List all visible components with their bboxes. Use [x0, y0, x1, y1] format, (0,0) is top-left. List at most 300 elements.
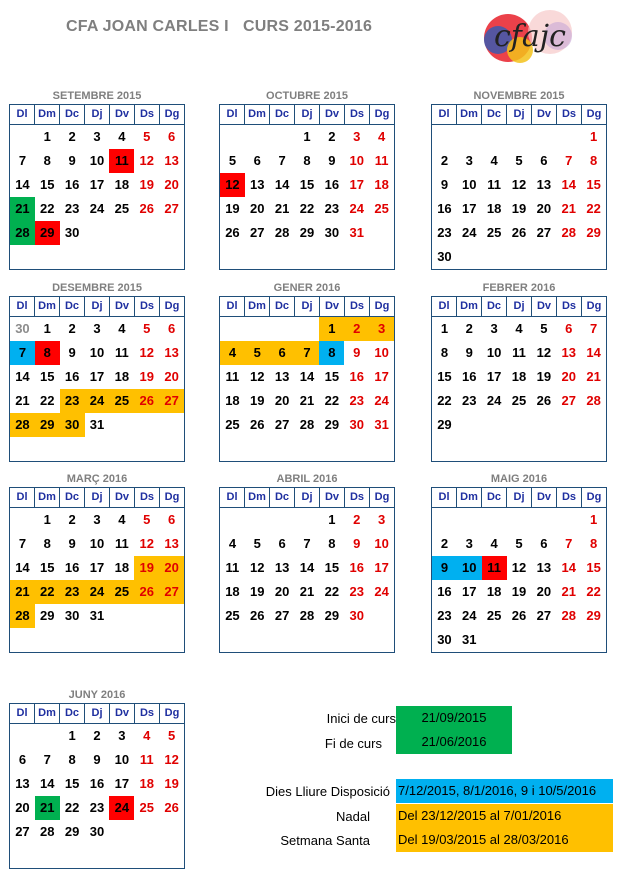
day-cell: 6	[270, 341, 295, 365]
day-cell: 26	[134, 580, 159, 604]
day-cell: 22	[586, 584, 601, 599]
day-cell: 29	[35, 221, 60, 245]
day-cell	[35, 844, 60, 868]
day-cell: 18	[225, 584, 240, 599]
day-cell: 14	[15, 369, 30, 384]
day-cell	[531, 125, 556, 149]
month-calendar	[219, 89, 395, 270]
week-row	[10, 125, 184, 149]
day-cell: 15	[586, 177, 601, 192]
day-cell: 9	[68, 536, 76, 551]
day-cell: 2	[440, 153, 449, 168]
day-cell: 25	[139, 800, 154, 815]
day-cell	[109, 604, 134, 628]
day-cell	[507, 413, 532, 437]
day-cell: 16	[64, 560, 80, 575]
day-cell	[457, 125, 482, 149]
day-cell: 14	[586, 345, 601, 360]
week-row	[10, 317, 184, 341]
week-row	[220, 149, 394, 173]
day-cell	[85, 628, 110, 652]
week-row	[432, 628, 606, 652]
day-cell: 4	[515, 321, 523, 336]
day-cell	[432, 125, 457, 149]
day-cell: 23	[60, 389, 85, 413]
day-cell: 15	[40, 369, 55, 384]
day-cell: 6	[167, 129, 176, 144]
day-cell: 15	[437, 369, 452, 384]
day-cell: 28	[274, 225, 290, 240]
weekday-label: Ds	[345, 488, 370, 507]
day-cell: 24	[349, 201, 364, 216]
weekday-label: Dg	[164, 491, 180, 503]
day-cell: 4	[118, 129, 126, 144]
day-cell	[369, 437, 394, 461]
day-cell: 11	[374, 153, 389, 168]
day-cell	[220, 317, 245, 341]
nadal-value: Del 23/12/2015 al 7/01/2016	[396, 804, 613, 828]
day-cell: 27	[536, 608, 552, 623]
day-cell	[270, 437, 295, 461]
weekday-header	[10, 704, 184, 724]
day-cell: 24	[89, 201, 105, 216]
week-row	[10, 197, 184, 221]
day-cell: 26	[250, 417, 265, 432]
day-cell: 13	[164, 153, 179, 168]
lliure-value: 7/12/2015, 8/1/2016, 9 i 10/5/2016	[396, 779, 613, 803]
week-row	[10, 437, 184, 461]
weekday-label: Dc	[482, 105, 507, 124]
day-cell: 3	[369, 317, 394, 341]
santa-value: Del 19/03/2015 al 28/03/2016	[396, 828, 613, 852]
day-cell	[581, 437, 606, 461]
day-cell: 20	[274, 584, 290, 599]
day-cell: 26	[164, 800, 179, 815]
week-row	[220, 317, 394, 341]
day-cell: 13	[536, 177, 552, 192]
weekday-label: Dj	[85, 105, 110, 124]
day-cell: 20	[164, 369, 179, 384]
day-cell	[581, 245, 606, 269]
day-cell: 27	[536, 225, 552, 240]
day-cell: 5	[167, 728, 176, 743]
day-cell	[432, 437, 457, 461]
day-cell: 31	[349, 225, 364, 240]
day-cell	[109, 413, 134, 437]
school-title: CFA JOAN CARLES I	[66, 18, 229, 35]
weekday-label: Dl	[432, 488, 457, 507]
weekday-label: Ds	[345, 105, 370, 124]
day-cell: 11	[114, 536, 129, 551]
day-cell: 20	[561, 369, 576, 384]
day-cell: 27	[561, 393, 576, 408]
day-cell: 18	[225, 393, 240, 408]
day-cell	[531, 245, 556, 269]
day-cell: 12	[511, 177, 527, 192]
day-cell: 18	[114, 560, 130, 575]
day-cell: 15	[324, 560, 340, 575]
inici-label: Inici de curs	[326, 711, 396, 726]
day-cell	[10, 245, 35, 269]
day-cell: 27	[159, 389, 184, 413]
day-cell: 20	[164, 177, 179, 192]
day-cell	[507, 508, 532, 532]
day-cell: 25	[374, 201, 389, 216]
month-name: OCTUBRE 2015	[266, 90, 348, 102]
day-cell: 14	[299, 560, 315, 575]
day-cell: 6	[18, 752, 27, 767]
week-row	[10, 844, 184, 868]
day-cell: 16	[64, 369, 80, 384]
day-cell	[10, 724, 35, 748]
week-row	[220, 413, 394, 437]
weekday-label: Dl	[10, 297, 35, 316]
week-row	[10, 508, 184, 532]
month-calendar	[219, 281, 395, 462]
month-name: SETEMBRE 2015	[52, 90, 142, 102]
day-cell: 3	[93, 512, 101, 527]
weekday-label: Dm	[457, 105, 482, 124]
week-row	[10, 796, 184, 820]
day-cell: 21	[35, 796, 60, 820]
weekday-label: Dm	[245, 297, 270, 316]
weekday-header	[432, 297, 606, 317]
month-calendar	[9, 472, 185, 653]
weekday-label: Dg	[374, 108, 390, 120]
week-row	[432, 413, 606, 437]
day-cell	[159, 245, 184, 269]
day-cell: 4	[490, 536, 498, 551]
day-cell: 22	[35, 580, 60, 604]
week-row	[220, 628, 394, 652]
day-cell: 28	[299, 608, 315, 623]
day-cell: 30	[64, 225, 80, 240]
day-cell: 31	[462, 632, 477, 647]
day-cell: 9	[68, 345, 76, 360]
weekday-label: Dj	[295, 105, 320, 124]
day-cell: 3	[490, 321, 498, 336]
month-calendar	[431, 472, 607, 653]
day-cell: 8	[440, 345, 449, 360]
day-cell: 11	[487, 177, 502, 192]
day-cell	[319, 245, 344, 269]
day-cell: 28	[586, 393, 601, 408]
day-cell: 9	[353, 536, 361, 551]
day-cell	[295, 508, 320, 532]
weekday-label: Dl	[10, 488, 35, 507]
weekday-label: Dg	[374, 491, 390, 503]
day-cell	[35, 437, 60, 461]
week-row	[10, 556, 184, 580]
day-cell: 17	[349, 177, 364, 192]
day-cell	[344, 245, 369, 269]
month-calendar	[9, 688, 185, 869]
day-cell	[134, 413, 159, 437]
weekday-label: Dv	[320, 297, 345, 316]
day-cell: 12	[250, 560, 265, 575]
day-cell: 1	[440, 321, 449, 336]
day-cell: 4	[143, 728, 151, 743]
day-cell: 18	[114, 177, 130, 192]
day-cell: 10	[89, 345, 105, 360]
day-cell: 26	[250, 608, 265, 623]
day-cell: 9	[440, 177, 449, 192]
week-row	[220, 197, 394, 221]
day-cell	[482, 437, 507, 461]
day-cell	[457, 413, 482, 437]
day-cell: 13	[274, 369, 290, 384]
week-row	[432, 245, 606, 269]
day-cell: 26	[139, 201, 154, 216]
weekday-label: Dj	[85, 297, 110, 316]
day-cell: 30	[349, 417, 364, 432]
weekday-label: Dm	[457, 297, 482, 316]
day-cell: 24	[462, 225, 477, 240]
month-name: FEBRER 2016	[482, 282, 556, 294]
day-cell: 24	[374, 584, 389, 599]
day-cell: 22	[586, 201, 601, 216]
day-cell: 24	[462, 608, 477, 623]
day-cell: 25	[225, 608, 240, 623]
day-cell: 27	[159, 580, 184, 604]
day-cell: 5	[540, 321, 548, 336]
day-cell	[270, 508, 295, 532]
day-cell: 23	[349, 393, 364, 408]
day-cell: 9	[432, 556, 457, 580]
day-cell: 11	[109, 149, 134, 173]
day-cell: 21	[10, 197, 35, 221]
day-cell: 21	[561, 584, 576, 599]
weekday-label: Dv	[320, 105, 345, 124]
day-cell	[556, 628, 581, 652]
day-cell	[35, 724, 60, 748]
day-cell: 27	[250, 225, 265, 240]
day-cell: 13	[250, 177, 265, 192]
week-row	[220, 580, 394, 604]
day-cell	[319, 437, 344, 461]
day-cell: 26	[511, 225, 527, 240]
week-row	[432, 604, 606, 628]
day-cell: 10	[486, 345, 502, 360]
fi-value: 21/06/2016	[396, 730, 512, 754]
week-row	[10, 341, 184, 365]
month-calendar	[431, 281, 607, 462]
day-cell	[85, 221, 110, 245]
day-cell: 1	[589, 512, 598, 527]
weekday-label: Dv	[110, 297, 135, 316]
day-cell	[270, 245, 295, 269]
weekday-label: Ds	[135, 488, 160, 507]
day-cell: 6	[167, 512, 176, 527]
day-cell	[220, 245, 245, 269]
day-cell: 13	[536, 560, 552, 575]
day-cell: 20	[15, 800, 30, 815]
weekday-label: Dg	[586, 108, 602, 120]
day-cell: 4	[377, 129, 386, 144]
weekday-label: Dl	[432, 105, 457, 124]
day-cell: 19	[225, 201, 240, 216]
day-cell	[482, 508, 507, 532]
week-row	[10, 389, 184, 413]
day-cell	[159, 221, 184, 245]
weekday-label: Dl	[10, 105, 35, 124]
day-cell	[220, 437, 245, 461]
day-cell: 12	[164, 752, 179, 767]
day-cell: 13	[15, 776, 30, 791]
day-cell: 5	[253, 536, 261, 551]
day-cell: 8	[43, 536, 51, 551]
day-cell: 11	[225, 560, 240, 575]
day-cell: 28	[561, 225, 576, 240]
weekday-label: Dg	[374, 300, 390, 312]
day-cell: 23	[60, 580, 85, 604]
day-cell: 11	[512, 345, 526, 360]
weekday-label: Dl	[10, 704, 35, 723]
weekday-label: Dj	[295, 297, 320, 316]
day-cell	[159, 628, 184, 652]
day-cell: 2	[328, 129, 336, 144]
day-cell	[482, 245, 507, 269]
day-cell: 25	[109, 389, 134, 413]
week-row	[10, 532, 184, 556]
week-row	[10, 221, 184, 245]
day-cell: 1	[43, 512, 51, 527]
day-cell: 17	[89, 177, 105, 192]
weekday-label: Dj	[85, 704, 110, 723]
day-cell: 29	[324, 417, 340, 432]
weekday-label: Ds	[345, 297, 370, 316]
day-cell: 2	[68, 129, 76, 144]
day-cell: 26	[511, 608, 527, 623]
day-cell: 1	[68, 728, 76, 743]
day-cell: 7	[18, 536, 27, 551]
day-cell: 16	[64, 177, 80, 192]
month-name: MARÇ 2016	[66, 473, 128, 485]
day-cell	[35, 628, 60, 652]
day-cell: 30	[60, 413, 85, 437]
day-cell: 17	[462, 201, 477, 216]
weekday-label: Ds	[135, 297, 160, 316]
day-cell: 4	[228, 536, 237, 551]
day-cell	[507, 125, 532, 149]
day-cell: 15	[40, 177, 55, 192]
day-cell: 15	[299, 177, 315, 192]
weekday-header	[10, 105, 184, 125]
day-cell	[531, 413, 556, 437]
weekday-label: Dc	[60, 704, 85, 723]
day-cell	[134, 221, 159, 245]
week-row	[10, 245, 184, 269]
day-cell: 12	[139, 536, 154, 551]
day-cell: 23	[64, 201, 80, 216]
weekday-label: Dg	[586, 491, 602, 503]
day-cell	[85, 844, 110, 868]
week-row	[10, 748, 184, 772]
day-cell	[109, 437, 134, 461]
day-cell	[457, 245, 482, 269]
day-cell	[60, 245, 85, 269]
day-cell: 17	[462, 584, 477, 599]
weekday-header	[10, 297, 184, 317]
day-cell	[220, 508, 245, 532]
day-cell: 11	[225, 369, 240, 384]
day-cell: 28	[561, 608, 576, 623]
nadal-label: Nadal	[336, 809, 370, 824]
day-cell: 24	[374, 393, 389, 408]
day-cell: 20	[536, 201, 552, 216]
day-cell: 19	[139, 369, 154, 384]
day-cell	[531, 628, 556, 652]
weekday-label: Ds	[557, 105, 582, 124]
day-cell: 5	[228, 153, 237, 168]
day-cell: 28	[10, 413, 35, 437]
day-cell	[134, 844, 159, 868]
day-cell	[556, 245, 581, 269]
day-cell: 17	[114, 776, 130, 791]
day-cell: 2	[68, 321, 76, 336]
day-cell: 5	[143, 321, 151, 336]
month-calendar	[431, 89, 607, 270]
day-cell	[295, 317, 320, 341]
day-cell	[295, 437, 320, 461]
weekday-label: Ds	[557, 297, 582, 316]
day-cell: 28	[10, 604, 35, 628]
day-cell: 29	[64, 824, 80, 839]
day-cell: 1	[43, 321, 51, 336]
weekday-label: Dv	[110, 488, 135, 507]
day-cell: 19	[511, 201, 527, 216]
day-cell: 25	[114, 201, 130, 216]
week-row	[10, 365, 184, 389]
week-row	[432, 341, 606, 365]
lliure-label: Dies Lliure Disposició	[265, 784, 390, 799]
day-cell	[270, 125, 295, 149]
day-cell	[10, 844, 35, 868]
day-cell: 9	[328, 153, 336, 168]
month-name: GENER 2016	[273, 282, 341, 294]
day-cell: 1	[303, 129, 311, 144]
day-cell: 8	[589, 536, 598, 551]
day-cell: 9	[93, 752, 101, 767]
week-row	[220, 508, 394, 532]
day-cell: 12	[139, 345, 154, 360]
day-cell: 26	[536, 393, 552, 408]
day-cell: 30	[15, 321, 30, 336]
month-name: ABRIL 2016	[276, 473, 338, 485]
day-cell	[245, 437, 270, 461]
day-cell: 21	[561, 201, 576, 216]
week-row	[10, 772, 184, 796]
day-cell: 7	[10, 341, 35, 365]
day-cell: 29	[586, 225, 601, 240]
day-cell	[109, 221, 134, 245]
day-cell	[556, 508, 581, 532]
day-cell: 20	[159, 556, 184, 580]
day-cell: 2	[465, 321, 473, 336]
month-name: DESEMBRE 2015	[52, 282, 142, 294]
day-cell: 17	[374, 369, 389, 384]
week-row	[432, 149, 606, 173]
day-cell	[245, 317, 270, 341]
day-cell: 25	[225, 417, 240, 432]
day-cell: 11	[114, 345, 129, 360]
weekday-label: Dg	[164, 300, 180, 312]
day-cell: 29	[586, 608, 601, 623]
day-cell: 14	[561, 177, 576, 192]
day-cell: 24	[85, 389, 110, 413]
day-cell	[295, 245, 320, 269]
day-cell: 4	[118, 321, 126, 336]
